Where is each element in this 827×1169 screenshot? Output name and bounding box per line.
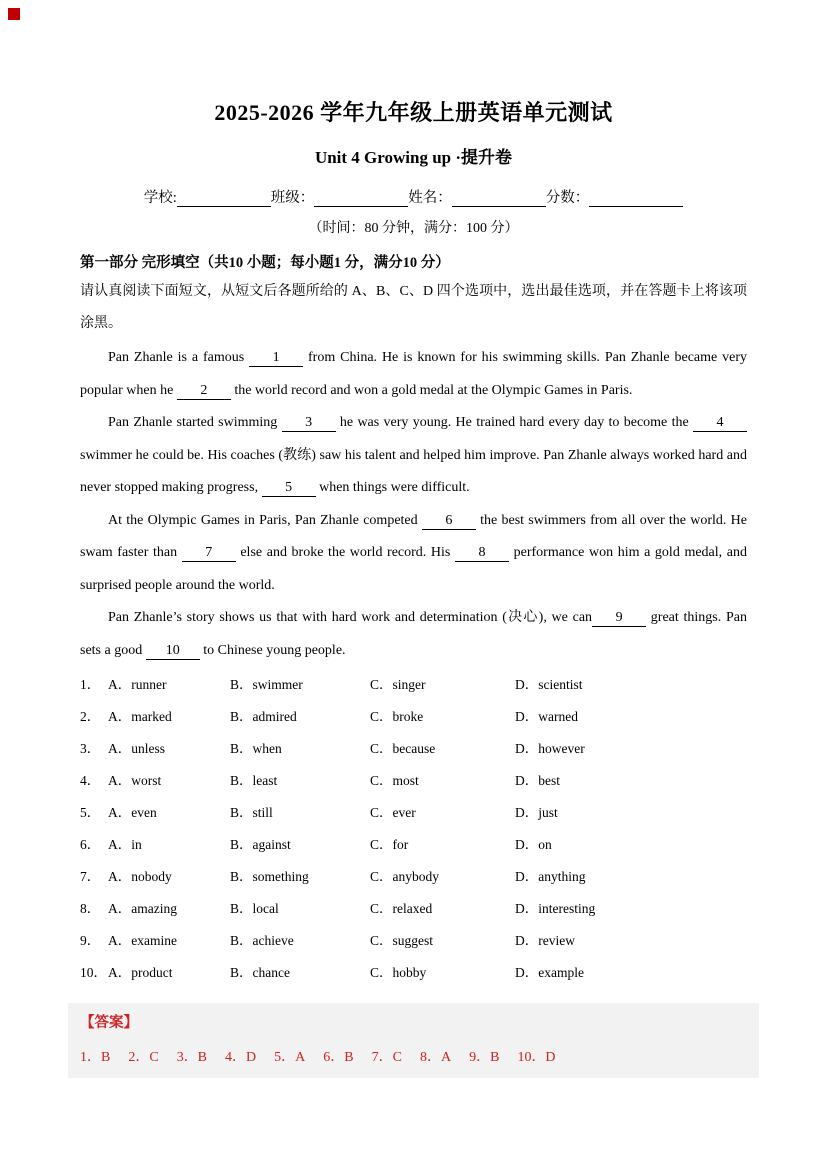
option-row-6 bbox=[80, 829, 747, 861]
option-number: 3． bbox=[80, 741, 101, 757]
option-row-7 bbox=[80, 861, 747, 893]
option-number: 1． bbox=[80, 677, 101, 693]
option-B: B．least bbox=[230, 773, 278, 789]
option-A: A．examine bbox=[108, 933, 177, 949]
school-label: 学校: bbox=[143, 190, 177, 206]
score-label: 分数： bbox=[545, 190, 590, 206]
class-blank bbox=[314, 191, 408, 207]
option-C: C．relaxed bbox=[370, 901, 433, 917]
option-D: D．scientist bbox=[515, 677, 583, 693]
option-A: A．worst bbox=[108, 773, 162, 789]
answer-item-6: 6．B bbox=[323, 1050, 354, 1066]
score-blank bbox=[589, 191, 683, 207]
answer-item-1: 1．B bbox=[80, 1050, 111, 1066]
passage-paragraph: At the Olympic Games in Paris, Pan Zhanle competed 6 the best swimmers from all over the world. He swam faster than 7 else and broke the world record. His 8 performance won him a gold medal, and surprised people around the world. bbox=[80, 512, 747, 593]
option-number: 5． bbox=[80, 805, 101, 821]
option-A: A．even bbox=[108, 805, 157, 821]
option-D: D．best bbox=[515, 773, 560, 789]
option-C: C．anybody bbox=[370, 869, 439, 885]
option-row-2 bbox=[80, 701, 747, 733]
answer-item-2: 2．C bbox=[128, 1050, 159, 1066]
option-A: A．amazing bbox=[108, 901, 177, 917]
option-row-4 bbox=[80, 765, 747, 797]
option-number: 2． bbox=[80, 709, 101, 725]
option-row-3 bbox=[80, 733, 747, 765]
option-D: D．just bbox=[515, 805, 558, 821]
answer-item-4: 4．D bbox=[225, 1050, 257, 1066]
answer-line bbox=[80, 1046, 747, 1066]
option-B: B．achieve bbox=[230, 933, 294, 949]
cloze-blank-10: 10 bbox=[146, 643, 200, 660]
answer-item-3: 3．B bbox=[176, 1050, 208, 1066]
option-B: B．still bbox=[230, 805, 273, 821]
student-info-line bbox=[80, 186, 747, 207]
options-list bbox=[80, 669, 747, 989]
name-blank bbox=[452, 191, 546, 207]
option-A: A．marked bbox=[108, 709, 172, 725]
school-blank bbox=[177, 191, 271, 207]
cloze-blank-2: 2 bbox=[177, 383, 231, 400]
cloze-blank-3: 3 bbox=[282, 415, 336, 432]
option-A: A．unless bbox=[108, 741, 165, 757]
option-D: D．example bbox=[515, 965, 584, 981]
corner-marker bbox=[8, 8, 20, 20]
cloze-blank-6: 6 bbox=[422, 513, 476, 530]
section-header: 第一部分 完形填空（共10 小题；每小题1 分，满分10 分） bbox=[80, 255, 450, 271]
passage-paragraph: Pan Zhanle started swimming 3 he was very young. He trained hard every day to become the 4 swimmer he could be. His coaches (教练) saw his talent and helped him improve. Pan Zhanle always worked hard and never stopped making progress, 5 when things were difficult. bbox=[80, 407, 747, 504]
option-B: B．against bbox=[230, 837, 291, 853]
option-number: 9． bbox=[80, 933, 101, 949]
option-D: D．interesting bbox=[515, 901, 596, 917]
answer-item-8: 8．A bbox=[419, 1050, 452, 1066]
answer-item-7: 7．C bbox=[371, 1050, 402, 1066]
option-C: C．singer bbox=[370, 677, 426, 693]
option-C: C．ever bbox=[370, 805, 416, 821]
option-B: B．chance bbox=[230, 965, 290, 981]
option-D: D．however bbox=[515, 741, 585, 757]
cloze-blank-9: 9 bbox=[592, 610, 646, 627]
answer-block bbox=[68, 1003, 759, 1078]
page-title: 2025-2026 学年九年级上册英语单元测试 bbox=[214, 100, 613, 125]
option-B: B．local bbox=[230, 901, 279, 917]
option-B: B．admired bbox=[230, 709, 297, 725]
cloze-blank-8: 8 bbox=[455, 545, 509, 562]
option-row-8 bbox=[80, 893, 747, 925]
answer-label: 【答案】 bbox=[80, 1015, 138, 1032]
option-D: D．warned bbox=[515, 709, 578, 725]
passage-paragraph: Pan Zhanle is a famous 1 from China. He is known for his swimming skills. Pan Zhanle became very popular when he 2 the world record and won a gold medal at the Olympic Games in Paris. bbox=[80, 342, 747, 407]
option-C: C．suggest bbox=[370, 933, 434, 949]
option-row-5 bbox=[80, 797, 747, 829]
cloze-blank-7: 7 bbox=[182, 545, 236, 562]
option-row-10 bbox=[80, 957, 747, 989]
class-label: 班级： bbox=[270, 190, 315, 206]
passage-paragraph: Pan Zhanle’s story shows us that with hard work and determination (决心), we can 9 great things. Pan sets a good 10 to Chinese young people. bbox=[80, 602, 747, 667]
option-C: C．hobby bbox=[370, 965, 427, 981]
cloze-blank-1: 1 bbox=[249, 350, 303, 367]
option-A: A．runner bbox=[108, 677, 167, 693]
cloze-blank-5: 5 bbox=[262, 480, 316, 497]
option-B: B．when bbox=[230, 741, 282, 757]
cloze-passage bbox=[80, 342, 747, 667]
option-B: B．something bbox=[230, 869, 309, 885]
option-C: C．most bbox=[370, 773, 419, 789]
option-number: 10． bbox=[80, 965, 107, 981]
option-number: 7． bbox=[80, 869, 101, 885]
answer-item-5: 5．A bbox=[274, 1050, 306, 1066]
option-B: B．swimmer bbox=[230, 677, 303, 693]
option-number: 8． bbox=[80, 901, 101, 917]
cloze-blank-4: 4 bbox=[693, 415, 747, 432]
answer-item-10: 10．D bbox=[517, 1050, 556, 1066]
option-D: D．anything bbox=[515, 869, 586, 885]
option-number: 6． bbox=[80, 837, 101, 853]
option-row-1 bbox=[80, 669, 747, 701]
option-D: D．on bbox=[515, 837, 552, 853]
option-A: A．in bbox=[108, 837, 142, 853]
option-A: A．product bbox=[108, 965, 173, 981]
option-C: C．because bbox=[370, 741, 436, 757]
time-score-line: （时间：80 分钟，满分：100 分） bbox=[308, 221, 519, 236]
instructions-text: 请认真阅读下面短文，从短文后各题所给的 A、B、C、D 四个选项中，选出最佳选项，并在答题卡上将该项涂黑。 bbox=[80, 284, 747, 332]
option-row-9 bbox=[80, 925, 747, 957]
answer-item-9: 9．B bbox=[469, 1050, 500, 1066]
option-C: C．broke bbox=[370, 709, 424, 725]
name-label: 姓名： bbox=[408, 190, 452, 206]
option-A: A．nobody bbox=[108, 869, 172, 885]
option-D: D．review bbox=[515, 933, 575, 949]
option-number: 4． bbox=[80, 773, 101, 789]
page-subtitle: Unit 4 Growing up ·提升卷 bbox=[314, 148, 513, 167]
option-C: C．for bbox=[370, 837, 409, 853]
